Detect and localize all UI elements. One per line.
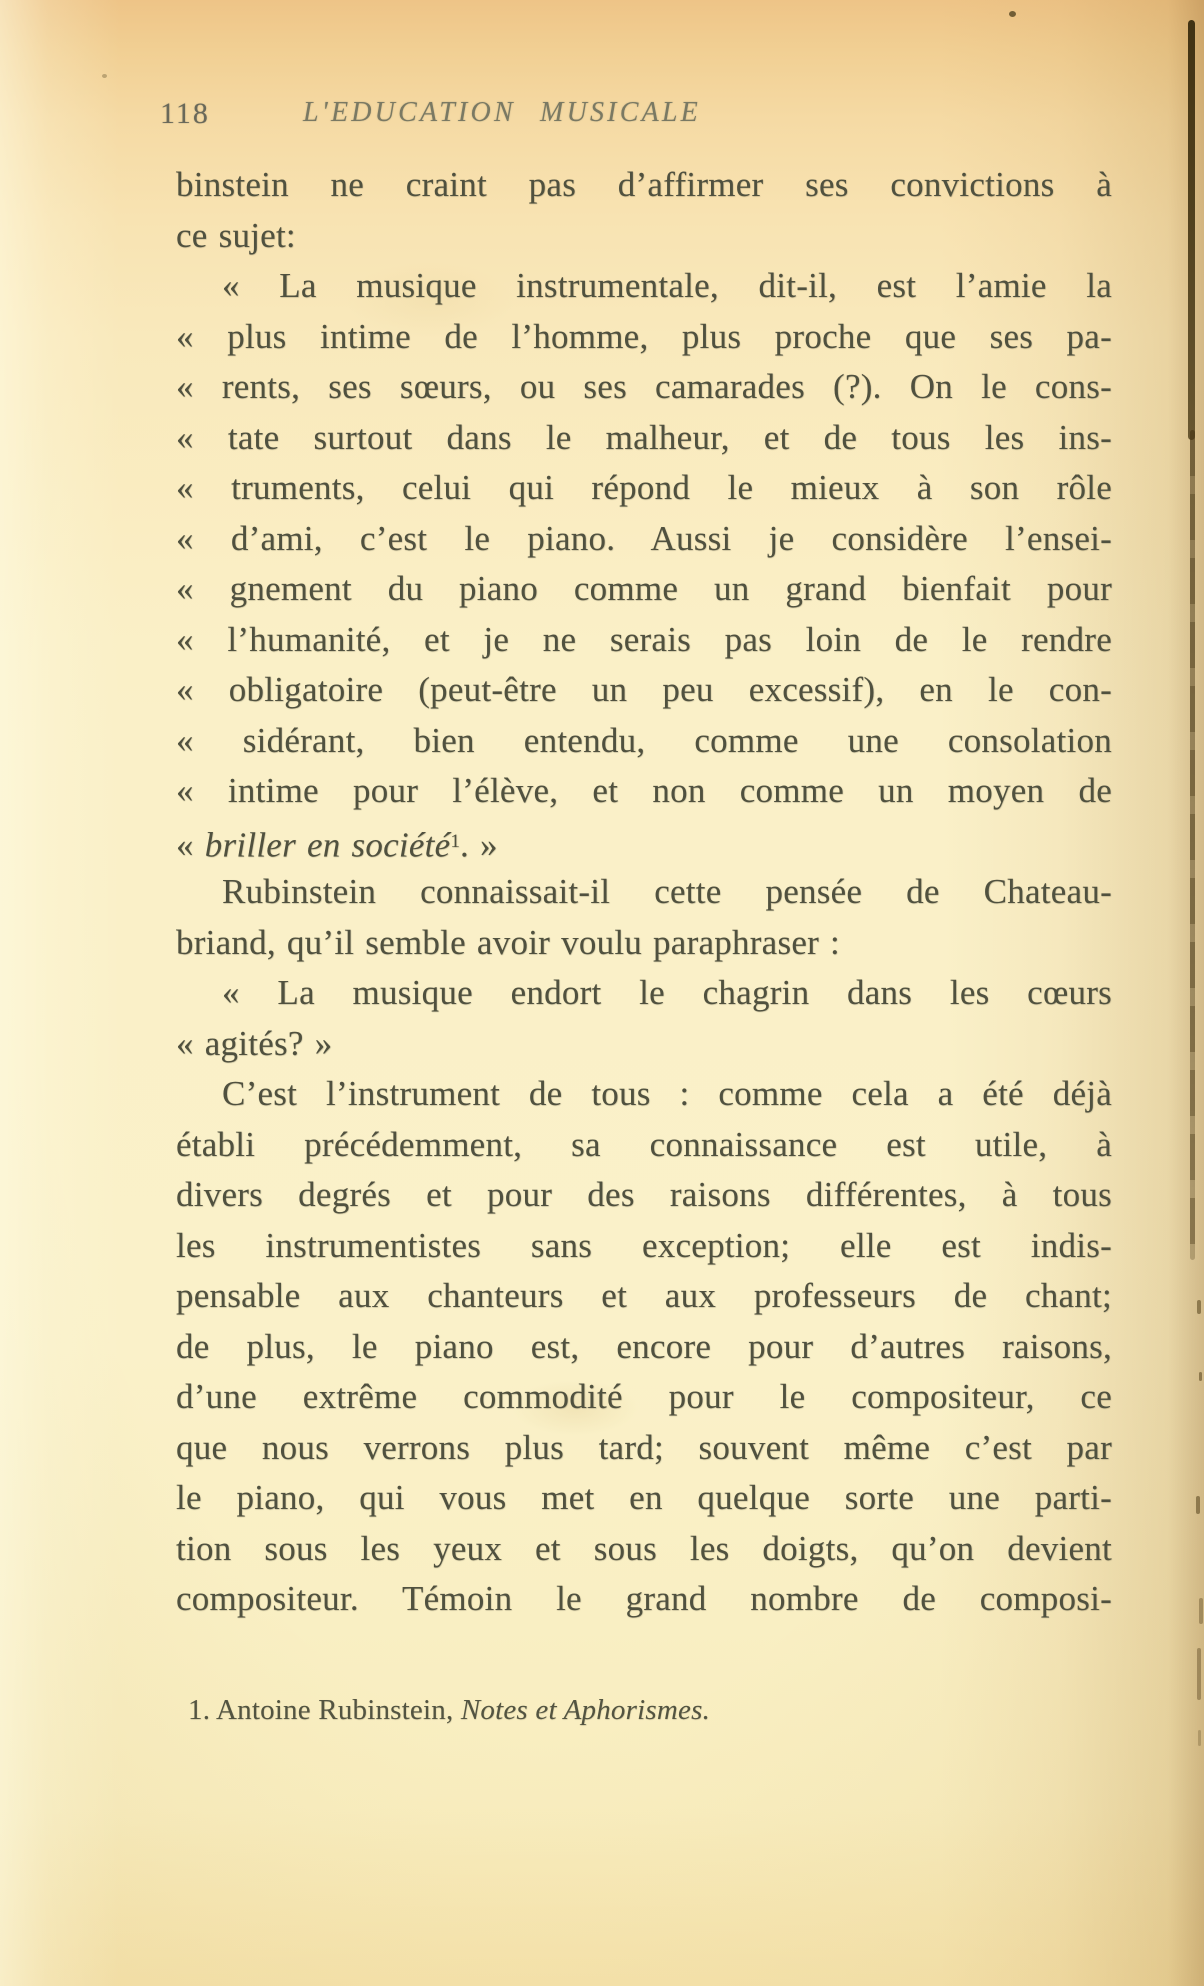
text-line (176, 615, 1112, 666)
text-line (176, 867, 1112, 918)
text-segment: « agités? » (176, 1023, 333, 1063)
text-line (176, 766, 1112, 817)
text-line (176, 1322, 1112, 1373)
text-segment: binstein ne craint pas d’affirmer ses convictions à (176, 165, 1112, 204)
text-segment: « truments, celui qui répond le mieux à son rôle (176, 468, 1112, 507)
text-line (176, 1069, 1112, 1120)
body-text (176, 160, 1112, 1625)
text-line (176, 362, 1112, 413)
ink-speck-small (102, 74, 107, 78)
text-segment: « tate surtout dans le malheur, et de tous les ins- (176, 417, 1112, 457)
text-line (176, 160, 1112, 211)
text-line (176, 564, 1112, 615)
text-segment: 1. Antoine Rubinstein, (188, 1694, 461, 1726)
text-line (176, 665, 1112, 716)
footnote-reference: 1 (450, 830, 461, 852)
edge-fleck (1199, 1372, 1202, 1381)
text-line (176, 312, 1112, 363)
page-edge-line-lower (1190, 430, 1195, 1260)
text-line (176, 1221, 1112, 1272)
text-segment: de plus, le piano est, encore pour d’autres raisons, (176, 1326, 1112, 1366)
text-segment: établi précédemment, sa connaissance est utile, à (176, 1124, 1112, 1164)
italic-text: Notes et Aphorismes. (460, 1694, 711, 1726)
text-line (176, 211, 1112, 262)
text-line (176, 1170, 1112, 1221)
text-segment: les instrumentistes sans exception; elle est indis- (176, 1225, 1112, 1265)
edge-fleck (1197, 1648, 1201, 1700)
text-line (176, 918, 1112, 969)
text-line (176, 1473, 1112, 1524)
text-line (176, 1019, 1112, 1070)
edge-fleck (1197, 1300, 1201, 1314)
text-segment: Rubinstein connaissait-il cette pensée de Chateau- (222, 872, 1112, 911)
text-segment: briand, qu’il semble avoir voulu paraphraser : (176, 922, 840, 962)
edge-fleck (1196, 1496, 1200, 1514)
text-segment: « sidérant, bien entendu, comme une consolation (176, 720, 1112, 760)
page-edge-line (1188, 20, 1195, 440)
text-segment: « intime pour l’élève, et non comme un moyen de (176, 771, 1112, 810)
edge-fleck (1199, 1598, 1203, 1624)
text-segment: compositeur. Témoin le grand nombre de composi- (176, 1579, 1112, 1618)
text-segment: « obligatoire (peut-être un peu excessif), en le con- (176, 670, 1112, 709)
ink-speck (1009, 11, 1016, 17)
text-line (176, 1423, 1112, 1474)
running-title: L'EDUCATION MUSICALE (303, 97, 701, 128)
text-segment: « La musique endort le chagrin dans les cœurs (222, 973, 1112, 1012)
text-segment: ce sujet: (176, 215, 296, 255)
text-line (176, 968, 1112, 1019)
text-line (176, 716, 1112, 767)
footnote (188, 1692, 1088, 1728)
text-line (176, 1574, 1112, 1625)
text-line (176, 463, 1112, 514)
text-segment: « rents, ses sœurs, ou ses camarades (?). On le cons- (176, 367, 1112, 406)
text-segment: « plus intime de l’homme, plus proche que ses pa- (176, 316, 1112, 356)
page-number: 118 (160, 97, 210, 130)
text-segment: « d’ami, c’est le piano. Aussi je considère l’ensei- (176, 518, 1112, 558)
text-segment: divers degrés et pour des raisons différentes, à tous (176, 1175, 1112, 1214)
text-line (176, 1271, 1112, 1322)
text-line (176, 413, 1112, 464)
edge-fleck (1198, 1730, 1201, 1746)
text-segment: « gnement du piano comme un grand bienfait pour (176, 569, 1112, 608)
text-segment: « l’humanité, et je ne serais pas loin de le rendre (176, 619, 1112, 659)
text-line (176, 1524, 1112, 1575)
text-segment: le piano, qui vous met en quelque sorte une parti- (176, 1478, 1112, 1517)
text-segment: . » (460, 825, 498, 865)
text-line (176, 261, 1112, 312)
text-segment: tion sous les yeux et sous les doigts, qu’on devient (176, 1528, 1112, 1568)
text-segment: C’est l’instrument de tous : comme cela a été déjà (222, 1074, 1112, 1113)
text-line (176, 817, 1112, 868)
text-segment: que nous verrons plus tard; souvent même c’est par (176, 1427, 1112, 1467)
text-segment: pensable aux chanteurs et aux professeurs de chant; (176, 1276, 1112, 1315)
text-line (176, 1120, 1112, 1171)
text-segment: « La musique instrumentale, dit-il, est l’amie la (222, 266, 1112, 305)
text-line (176, 514, 1112, 565)
italic-text: briller en société (204, 825, 451, 865)
text-segment: d’une extrême commodité pour le compositeur, ce (176, 1377, 1112, 1416)
text-segment: « (176, 825, 205, 865)
text-line (176, 1372, 1112, 1423)
